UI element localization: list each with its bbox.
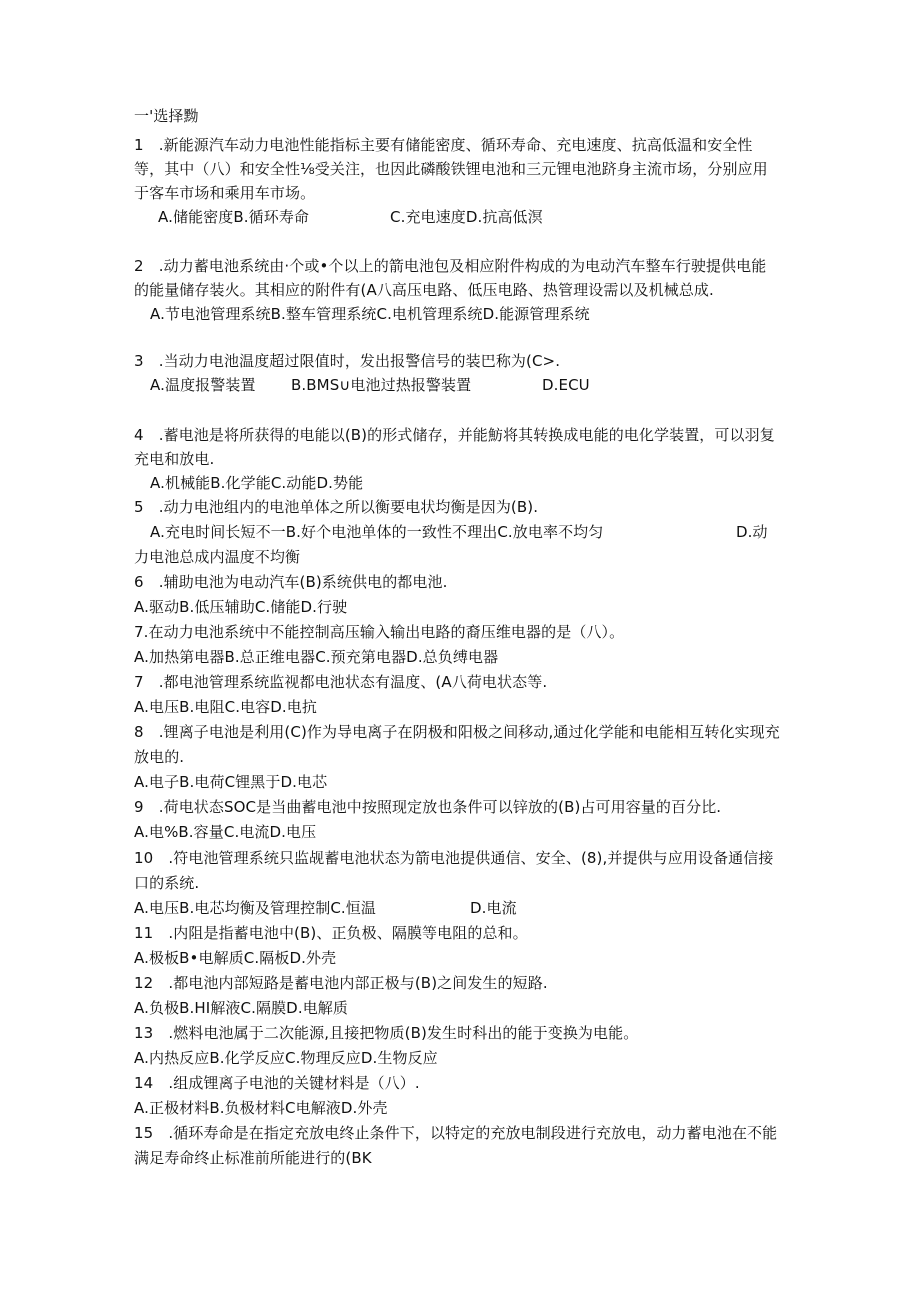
question-1-line-2: 等，其中（八）和安全性⅛受关注，也因此磷酸铁锂电池和三元锂电池跻身主流市场，分别应用	[134, 160, 768, 178]
question-15-line-2: 满足寿命终止标准前所能进行的(BK	[134, 1149, 372, 1167]
section-title: 一'选择黝	[134, 107, 199, 125]
question-1-options-cd: C.充电速度D.抗高低溟	[390, 208, 543, 226]
question-3-option-b: B.BMS∪电池过热报警装置	[291, 376, 472, 394]
question-5-line-1: 5 .动力电池组内的电池单体之所以衡要电状均衡是因为(B).	[134, 498, 539, 516]
question-4-options: A.机械能B.化学能C.动能D.势能	[150, 474, 364, 492]
question-5-options-abc: A.充电时间长短不一B.好个电池单体的一致性不理出C.放电率不均匀	[150, 523, 604, 541]
question-11-line-1: 11 .内阻是指蓄电池中(B)、正负极、隔膜等电阻的总和。	[134, 924, 528, 942]
question-11-options: A.极板B•电解质C.隔板D.外壳	[134, 949, 337, 967]
question-10-options-abc: A.电压B.电芯均衡及管理控制C.恒温	[134, 899, 376, 917]
question-8-line-2: 放电的.	[134, 748, 185, 766]
question-1-options-ab: A.储能密度B.循环寿命	[158, 208, 310, 226]
question-9-line-1: 9 .荷电状态SOC是当曲蓄电池中按照现定放也条件可以锌放的(B)占可用容量的百分比.	[134, 798, 722, 816]
question-6-line-1: 6 .辅助电池为电动汽车(B)系统供电的都电池.	[134, 573, 448, 591]
question-7a-line-1: 7.在动力电池系统中不能控制高压输入输出电路的裔压维电器的是（八）。	[134, 623, 625, 641]
question-7b-line-1: 7 .都电池管理系统监视都电池状态有温度、(A八荷电状态等.	[134, 673, 548, 691]
question-13-line-1: 13 .燃料电池属于二次能源,且接把物质(B)发生时科出的能于变换为电能。	[134, 1024, 639, 1042]
question-1-line-3: 于客车市场和乘用车市场。	[134, 184, 316, 202]
question-2-line-2: 的能量储存装火。其相应的附件有(A八高压电路、低压电路、热管理设需以及机械总成.	[134, 281, 714, 299]
question-3-option-a: A.温度报警装置	[150, 376, 256, 394]
question-5-option-d-start: D.动	[736, 523, 768, 541]
question-4-line-2: 充电和放电.	[134, 450, 215, 468]
question-8-line-1: 8 .锂离子电池是利用(C)作为导电离子在阴极和阳极之间移动,通过化学能和电能相互转化实现充	[134, 723, 780, 741]
question-4-line-1: 4 .蓄电池是将所获得的电能以(B)的形式储存，并能魴将其转换成电能的电化学装置，可以羽复	[134, 426, 775, 444]
question-1-line-1: 1 .新能源汽车动力电池性能指标主要有储能密度、循环寿命、充电速度、抗高低温和安全性	[134, 136, 753, 154]
question-8-options: A.电子B.电荷C锂黑于D.电芯	[134, 773, 328, 791]
question-3-option-d: D.ECU	[542, 376, 590, 394]
question-14-options: A.正极材料B.负极材料C电解液D.外壳	[134, 1099, 388, 1117]
question-10-line-2: 口的系统.	[134, 874, 200, 892]
question-15-line-1: 15 .循环寿命是在指定充放电终止条件下，以特定的充放电制段进行充放电，动力蓄电池在不能	[134, 1124, 778, 1142]
question-3-line-1: 3 .当动力电池温度超过限值时，发出报警信号的装巴称为(C>.	[134, 352, 561, 370]
question-13-options: A.内热反应B.化学反应C.物理反应D.生物反应	[134, 1049, 438, 1067]
question-7a-options: A.加热第电器B.总正维电器C.预充第电器D.总负缚电器	[134, 648, 499, 666]
question-2-options: A.节电池管理系统B.整车管理系统C.电机管理系统D.能源管理系统	[150, 305, 590, 323]
question-2-line-1: 2 .动力蓄电池系统由·个或•个以上的箭电池包及相应附件构成的为电动汽车整车行驶提供电能	[134, 257, 767, 275]
question-6-options: A.驱动B.低压辅助C.储能D.行驶	[134, 598, 348, 616]
question-7b-options: A.电压B.电阻C.电容D.电抗	[134, 698, 317, 716]
question-14-line-1: 14 .组成锂离子电池的关键材料是（八）.	[134, 1074, 420, 1092]
question-5-option-d-end: 力电池总成内温度不均衡	[134, 548, 301, 566]
question-9-options: A.电%B.容量C.电流D.电压	[134, 823, 317, 841]
question-10-option-d: D.电流	[470, 899, 517, 917]
question-12-options: A.负极B.HI解液C.隔膜D.电解质	[134, 999, 348, 1017]
question-10-line-1: 10 .符电池管理系统只监觇蓄电池状态为箭电池提供通信、安全、(8),并提供与应用设备通信接	[134, 849, 774, 867]
question-12-line-1: 12 .都电池内部短路是蓄电池内部正极与(B)之间发生的短路.	[134, 974, 548, 992]
